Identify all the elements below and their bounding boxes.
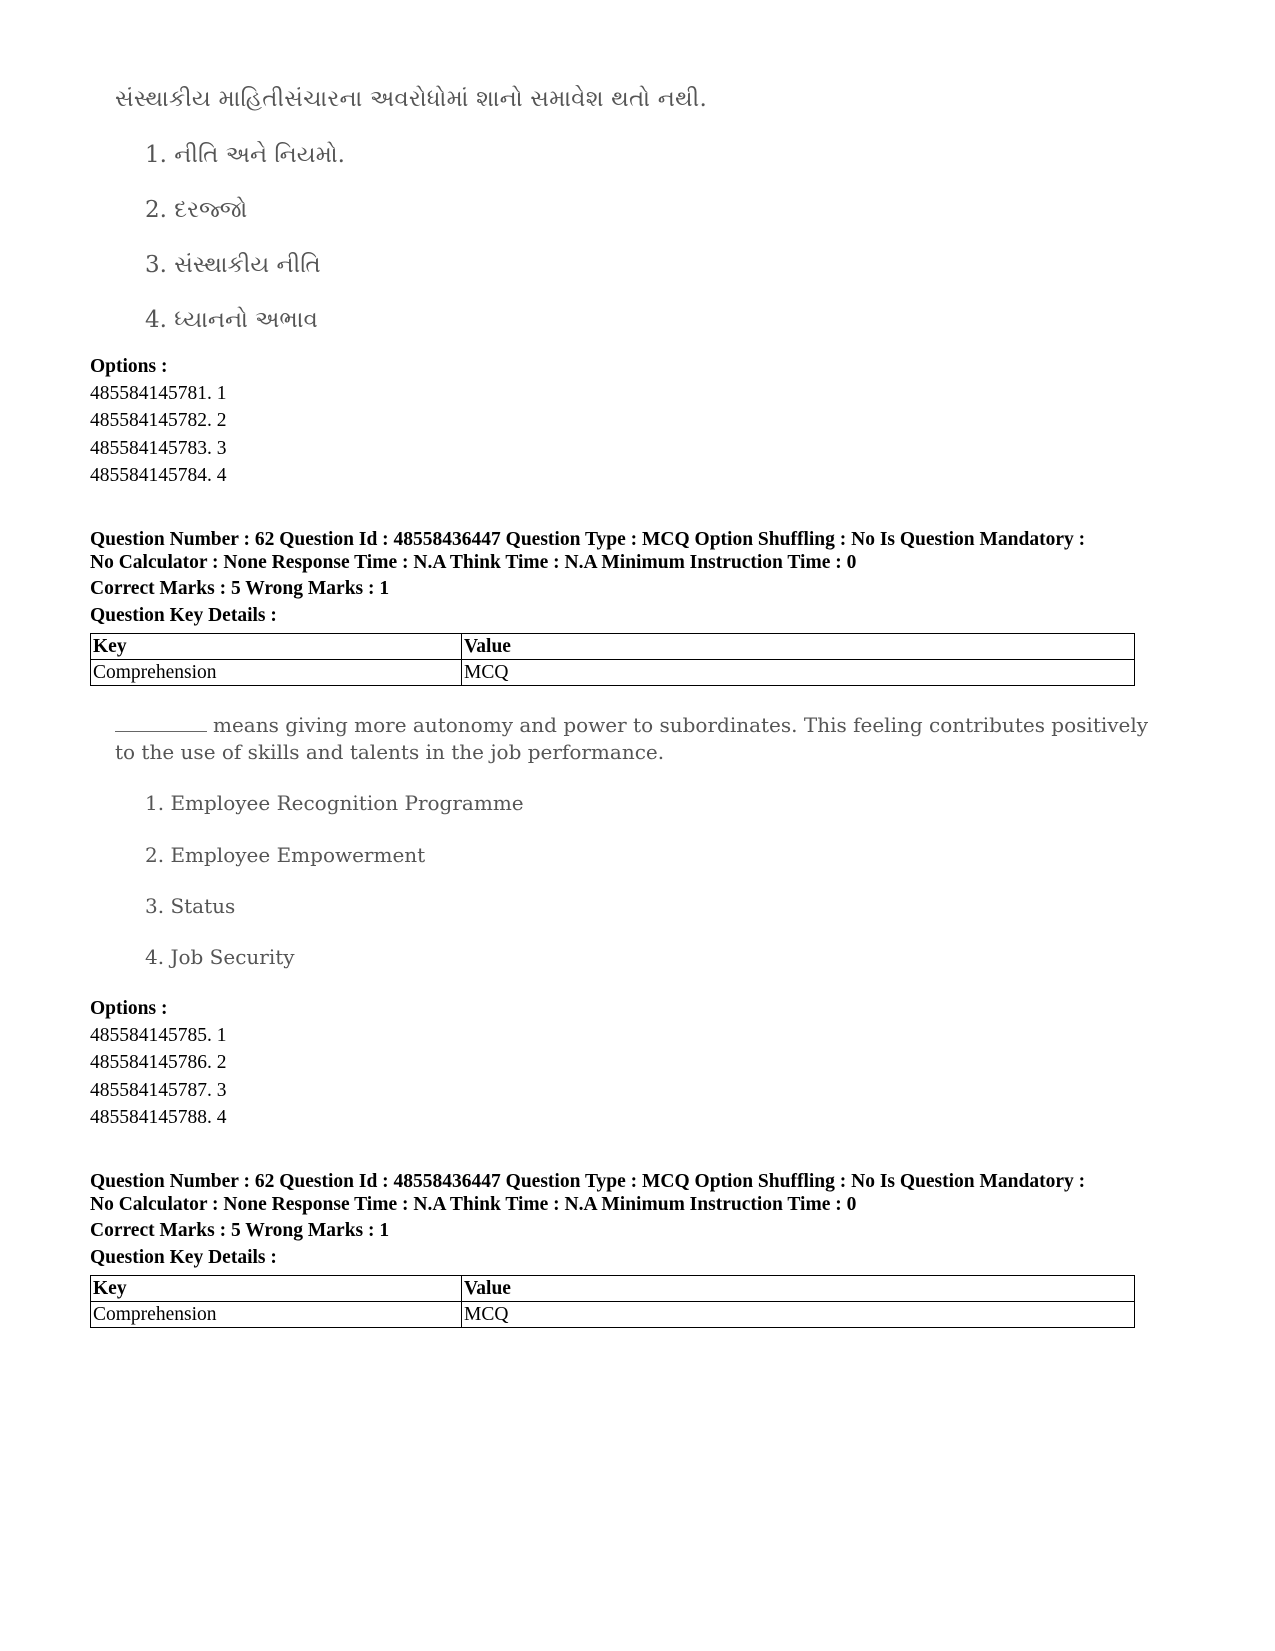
key-details-table	[90, 633, 1135, 686]
option-line: 485584145785. 1	[90, 1025, 227, 1046]
table-header-row	[91, 1276, 1135, 1302]
question-choice-4: 4. Job Security	[145, 945, 295, 969]
question-meta-line-1: Question Number : 62 Question Id : 48558436447 Question Type : MCQ Option Shuffling : No Is Question Mandatory :	[90, 1171, 1086, 1192]
option-line: 485584145782. 2	[90, 410, 227, 431]
question-meta	[90, 1170, 1190, 1216]
key-details-label: Question Key Details :	[90, 1247, 277, 1268]
question-choice-1: 1. નીતિ અને નિયમો.	[145, 142, 345, 168]
table-row	[91, 660, 1135, 686]
table-row	[91, 1302, 1135, 1328]
table-header-key: Key	[91, 634, 462, 660]
question-meta-line-1: Question Number : 62 Question Id : 48558436447 Question Type : MCQ Option Shuffling : No Is Question Mandatory :	[90, 529, 1086, 550]
key-details-table	[90, 1275, 1135, 1328]
table-cell-key: Comprehension	[91, 1302, 462, 1328]
question-choice-3: 3. Status	[145, 894, 236, 918]
question-meta-line-2: No Calculator : None Response Time : N.A Think Time : N.A Minimum Instruction Time : 0	[90, 1194, 857, 1215]
table-cell-value: MCQ	[462, 660, 1135, 686]
key-details-label: Question Key Details :	[90, 605, 277, 626]
marks-line: Correct Marks : 5 Wrong Marks : 1	[90, 1220, 390, 1241]
table-header-value: Value	[462, 634, 1135, 660]
question-choice-3: 3. સંસ્થાકીય નીતિ	[145, 252, 321, 278]
question-stem-gujarati: સંસ્થાકીય માહિતીસંચારના અવરોધોમાં શાનો સમાવેશ થતો નથી.	[115, 86, 707, 112]
option-line: 485584145787. 3	[90, 1080, 227, 1101]
question-choice-4: 4. ધ્યાનનો અભાવ	[145, 307, 318, 333]
question-stem-english	[115, 712, 1155, 766]
options-label: Options :	[90, 356, 168, 377]
question-stem-text: means giving more autonomy and power to subordinates. This feeling contributes positively to the use of skills and talents in the job performance.	[115, 713, 1149, 764]
options-label: Options :	[90, 998, 168, 1019]
table-header-value: Value	[462, 1276, 1135, 1302]
table-cell-key: Comprehension	[91, 660, 462, 686]
table-header-key: Key	[91, 1276, 462, 1302]
question-meta-line-2: No Calculator : None Response Time : N.A Think Time : N.A Minimum Instruction Time : 0	[90, 552, 857, 573]
question-choice-1: 1. Employee Recognition Programme	[145, 791, 524, 815]
option-line: 485584145783. 3	[90, 438, 227, 459]
question-choice-2: 2. Employee Empowerment	[145, 843, 426, 867]
table-cell-value: MCQ	[462, 1302, 1135, 1328]
question-choice-2: 2. દરજ્જો	[145, 197, 248, 223]
marks-line: Correct Marks : 5 Wrong Marks : 1	[90, 578, 390, 599]
answer-blank	[115, 731, 207, 732]
option-line: 485584145786. 2	[90, 1052, 227, 1073]
question-meta	[90, 528, 1190, 574]
table-header-row	[91, 634, 1135, 660]
option-line: 485584145781. 1	[90, 383, 227, 404]
option-line: 485584145784. 4	[90, 465, 227, 486]
option-line: 485584145788. 4	[90, 1107, 227, 1128]
